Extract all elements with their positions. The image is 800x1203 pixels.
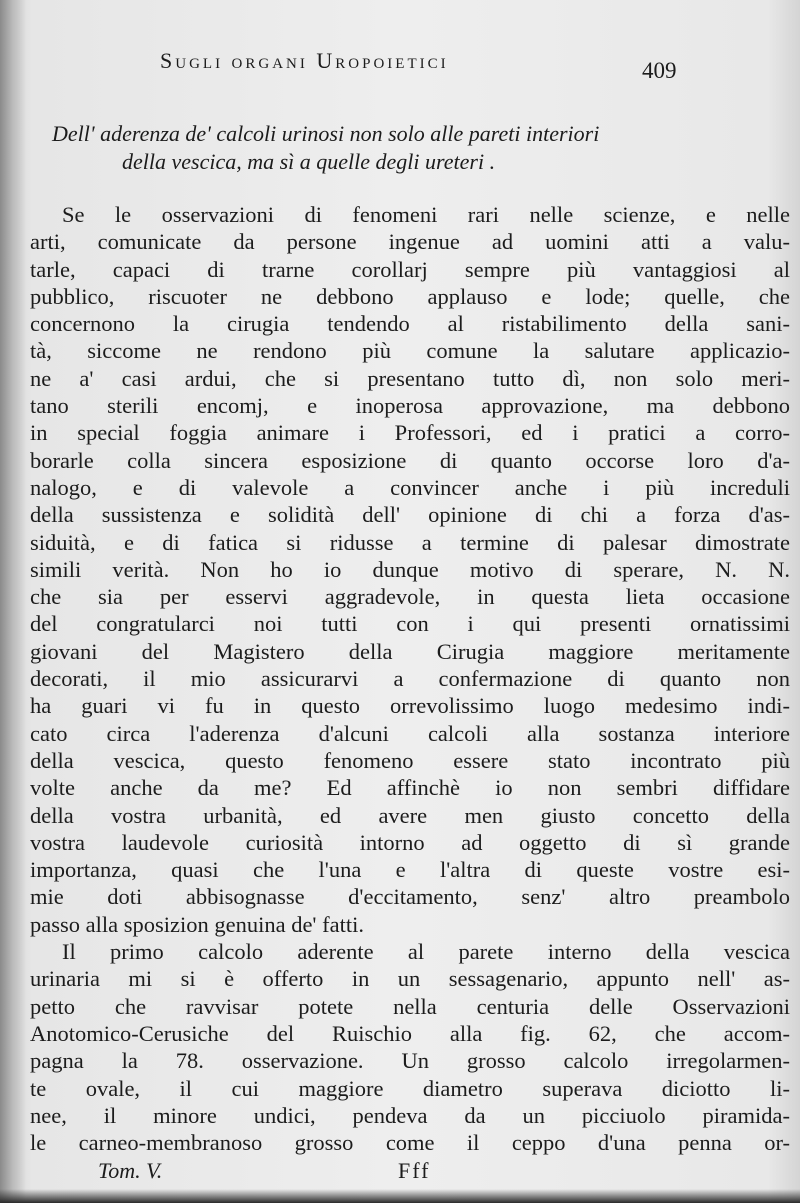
text-line: importanza, quasi che l'una e l'altra di queste vostre esi- bbox=[30, 857, 790, 883]
text-line: petto che ravvisar potete nella centuria delle Osservazioni bbox=[30, 993, 790, 1019]
signature-mark: Fff bbox=[398, 1158, 431, 1183]
text-line: te ovale, il cui maggiore diametro superava diciotto li- bbox=[30, 1075, 790, 1101]
text-line: mie doti abbisognasse d'eccitamento, senz' altro preambolo bbox=[30, 884, 790, 910]
text-line: concernono la cirugia tendendo al ristabilimento della sani- bbox=[30, 311, 790, 337]
text-line: cato circa l'aderenza d'alcuni calcoli alla sostanza interiore bbox=[30, 720, 790, 746]
text-line: simili verità. Non ho io dunque motivo di sperare, N. N. bbox=[30, 556, 790, 582]
text-line: della vostra urbanità, ed avere men giusto concetto della bbox=[30, 802, 790, 828]
text-line: della vescica, questo fenomeno essere stato incontrato più bbox=[30, 747, 790, 773]
page-gutter-shadow bbox=[0, 0, 26, 1203]
text-line: passo alla sposizion genuina de' fatti. bbox=[30, 911, 364, 937]
text-line: arti, comunicate da persone ingenue ad uomini atti a valu- bbox=[30, 229, 790, 255]
text-line: nalogo, e di valevole a convincer anche i più increduli bbox=[30, 474, 790, 500]
volume-marker: Tom. V. bbox=[98, 1158, 163, 1183]
text-line: borarle colla sincera esposizione di quanto occorse loro d'a- bbox=[30, 447, 790, 473]
text-line: siduità, e di fatica si ridusse a termine di palesar dimostrate bbox=[30, 529, 790, 555]
text-line: tano sterili encomj, e inoperosa approvazione, ma debbono bbox=[30, 393, 790, 419]
text-line: urinaria mi si è offerto in un sessagenario, appunto nell' as- bbox=[30, 966, 790, 992]
text-line: volte anche da me? Ed affinchè io non sembri diffidare bbox=[30, 775, 790, 801]
body-text bbox=[30, 201, 790, 1156]
text-line: tarle, capaci di trarne corollarj sempre più vantaggiosi al bbox=[30, 256, 790, 282]
text-line: della sussistenza e solidità dell' opinione di chi a forza d'as- bbox=[30, 502, 790, 528]
text-line: del congratularci noi tutti con i qui presenti ornatissimi bbox=[30, 611, 790, 637]
text-line: vostra laudevole curiosità intorno ad oggetto di sì grande bbox=[30, 829, 790, 855]
text-line: che sia per esservi aggradevole, in questa lieta occasione bbox=[30, 584, 790, 610]
text-line: decorati, il mio assicurarvi a confermazione di quanto non bbox=[30, 666, 790, 692]
section-title-line-2: della vescica, ma sì a quelle degli ureteri . bbox=[122, 149, 496, 174]
text-line: giovani del Magistero della Cirugia maggiore meritamente bbox=[30, 638, 790, 664]
text-line: le carneo-membranoso grosso come il ceppo d'una penna or- bbox=[30, 1130, 790, 1156]
text-line: pubblico, riscuoter ne debbono applauso e lode; quelle, che bbox=[30, 283, 790, 309]
text-line: pagna la 78. osservazione. Un grosso calcolo irregolarmen- bbox=[30, 1048, 790, 1074]
text-line: nee, il minore undici, pendeva da un picciuolo piramida- bbox=[30, 1102, 790, 1128]
text-line: tà, siccome ne rendono più comune la salutare applicazio- bbox=[30, 338, 790, 364]
text-line: Se le osservazioni di fenomeni rari nelle scienze, e nelle bbox=[62, 202, 790, 227]
text-line: Il primo calcolo aderente al parete interno della vescica bbox=[62, 939, 790, 965]
page-number: 409 bbox=[642, 58, 677, 83]
text-line: ne a' casi ardui, che si presentano tutto dì, non solo meri- bbox=[30, 365, 790, 391]
text-line: ha guari vi fu in questo orrevolissimo luogo medesimo indi- bbox=[30, 693, 790, 719]
section-title-line-1: Dell' aderenza de' calcoli urinosi non solo alle pareti interiori bbox=[52, 121, 600, 146]
text-line: in special foggia animare i Professori, ed i pratici a corro- bbox=[30, 420, 790, 446]
section-title bbox=[52, 120, 792, 176]
running-title: Sugli organi Uropoietici bbox=[160, 48, 449, 73]
page-bottom-edge bbox=[0, 1189, 800, 1203]
text-line: Anotomico-Cerusiche del Ruischio alla fig. 62, che accom- bbox=[30, 1020, 790, 1046]
